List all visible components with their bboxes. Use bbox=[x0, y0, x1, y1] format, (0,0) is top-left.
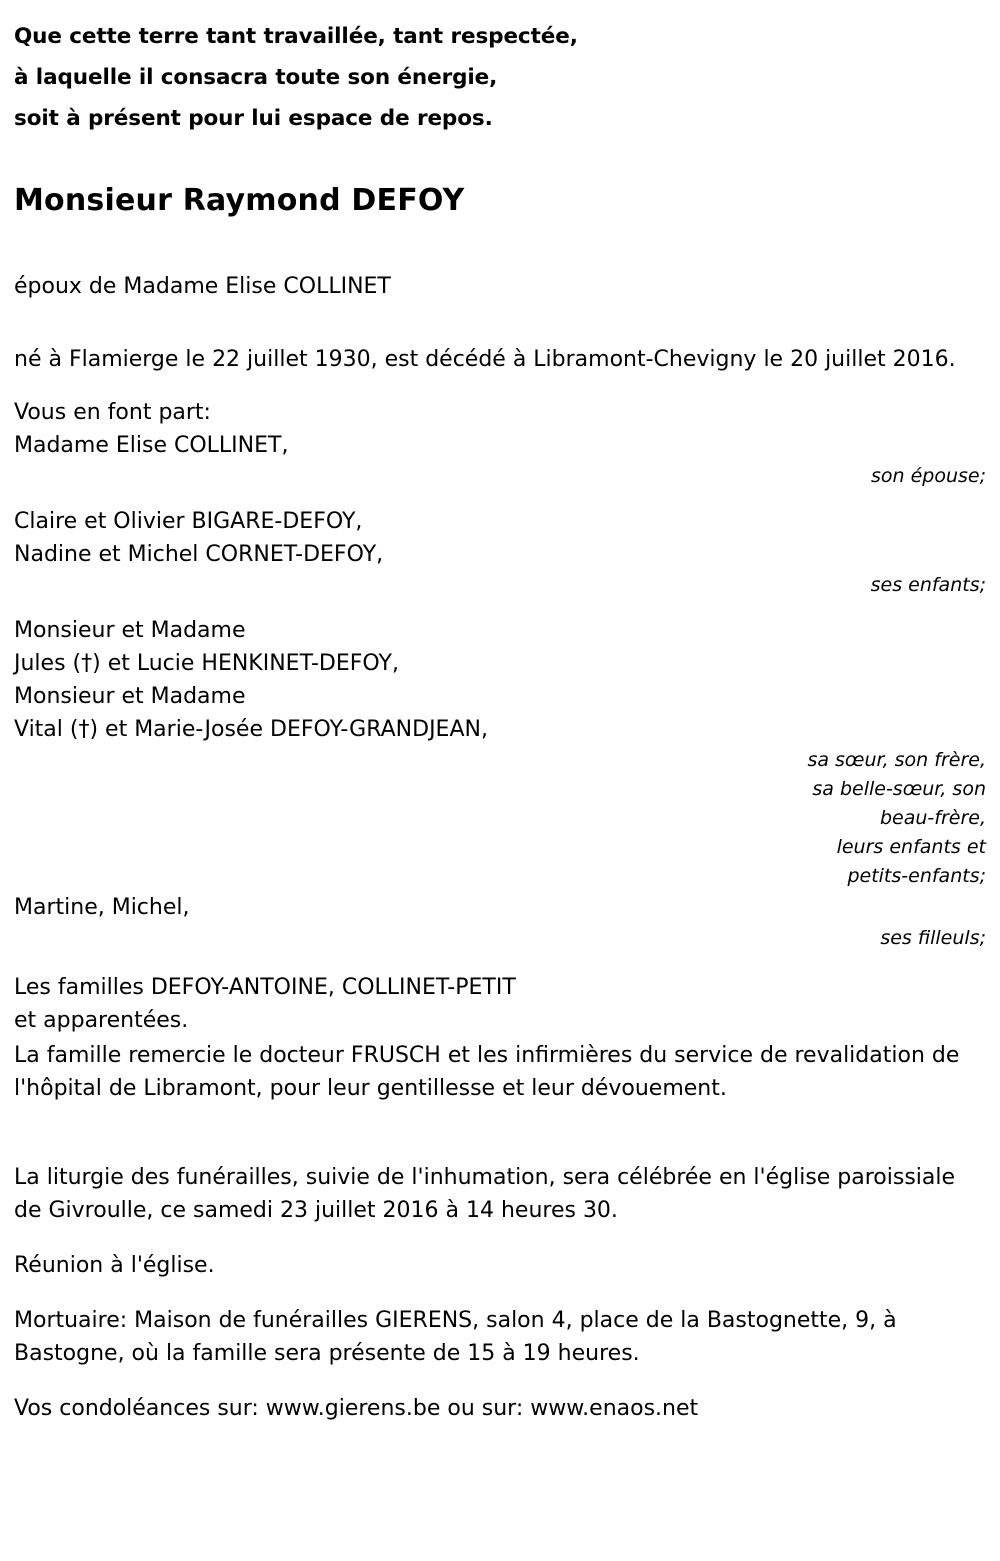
relation-line: ses enfants; bbox=[870, 574, 986, 596]
survivor-names bbox=[14, 614, 986, 746]
epitaph bbox=[14, 16, 986, 139]
survivor-names bbox=[14, 429, 986, 462]
relation-line: sa belle-sœur, son bbox=[812, 778, 986, 800]
birth-death-line: né à Flamierge le 22 juillet 1930, est décédé à Libramont-Chevigny le 20 juillet 2016. bbox=[14, 347, 956, 372]
survivor-name-line: Jules (†) et Lucie HENKINET-DEFOY, bbox=[14, 651, 399, 676]
relation-block bbox=[14, 571, 986, 600]
relation-line: petits-enfants; bbox=[847, 865, 986, 887]
relation-line: ses filleuls; bbox=[880, 927, 986, 949]
survivor-name-line: Vital (†) et Marie-Josée DEFOY-GRANDJEAN, bbox=[14, 717, 488, 742]
survivor-group bbox=[14, 614, 986, 891]
announcement-intro: Vous en font part: bbox=[14, 400, 211, 425]
meeting-paragraph: Réunion à l'église. bbox=[14, 1253, 215, 1278]
relation-block bbox=[14, 746, 986, 891]
condolences-paragraph: Vos condoléances sur: www.gierens.be ou sur: www.enaos.net bbox=[14, 1396, 699, 1421]
survivor-names bbox=[14, 505, 986, 571]
relation-block bbox=[14, 462, 986, 491]
relation-line: son épouse; bbox=[870, 465, 986, 487]
survivor-group bbox=[14, 429, 986, 491]
survivor-names bbox=[14, 891, 986, 924]
mortuary-paragraph: Mortuaire: Maison de funérailles GIERENS, salon 4, place de la Bastognette, 9, à Bastogne, où la famille sera présente de 15 à 19 heures. bbox=[14, 1308, 897, 1366]
relation-block bbox=[14, 924, 986, 953]
related-families bbox=[14, 971, 986, 1037]
survivor-group bbox=[14, 505, 986, 600]
liturgy-paragraph: La liturgie des funérailles, suivie de l'inhumation, sera célébrée en l'église paroissiale de Givroulle, ce samedi 23 juillet 2016 à 14 heures 30. bbox=[14, 1165, 956, 1223]
survivor-name-line: Martine, Michel, bbox=[14, 895, 190, 920]
survivor-name-line: Monsieur et Madame bbox=[14, 618, 246, 643]
deceased-name: Monsieur Raymond DEFOY bbox=[14, 183, 465, 218]
epitaph-line: soit à présent pour lui espace de repos. bbox=[14, 106, 493, 131]
related-families-line: et apparentées. bbox=[14, 1008, 189, 1033]
survivor-name-line: Monsieur et Madame bbox=[14, 684, 246, 709]
relation-line: beau-frère, bbox=[879, 807, 986, 829]
survivor-name-line: Nadine et Michel CORNET-DEFOY, bbox=[14, 542, 384, 567]
related-families-line: Les familles DEFOY-ANTOINE, COLLINET-PETIT bbox=[14, 975, 516, 1000]
epitaph-line: à laquelle il consacra toute son énergie, bbox=[14, 65, 498, 90]
epitaph-line: Que cette terre tant travaillée, tant respectée, bbox=[14, 24, 578, 49]
survivor-name-line: Claire et Olivier BIGARE-DEFOY, bbox=[14, 509, 363, 534]
survivor-group bbox=[14, 891, 986, 953]
relation-line: sa sœur, son frère, bbox=[807, 749, 986, 771]
survivor-name-line: Madame Elise COLLINET, bbox=[14, 433, 289, 458]
thanks-paragraph: La famille remercie le docteur FRUSCH et les infirmières du service de revalidation de l'hôpital de Libramont, pour leur gentillesse et leur dévouement. bbox=[14, 1043, 960, 1101]
spouse-line: époux de Madame Elise COLLINET bbox=[14, 274, 391, 299]
relation-line: leurs enfants et bbox=[836, 836, 986, 858]
